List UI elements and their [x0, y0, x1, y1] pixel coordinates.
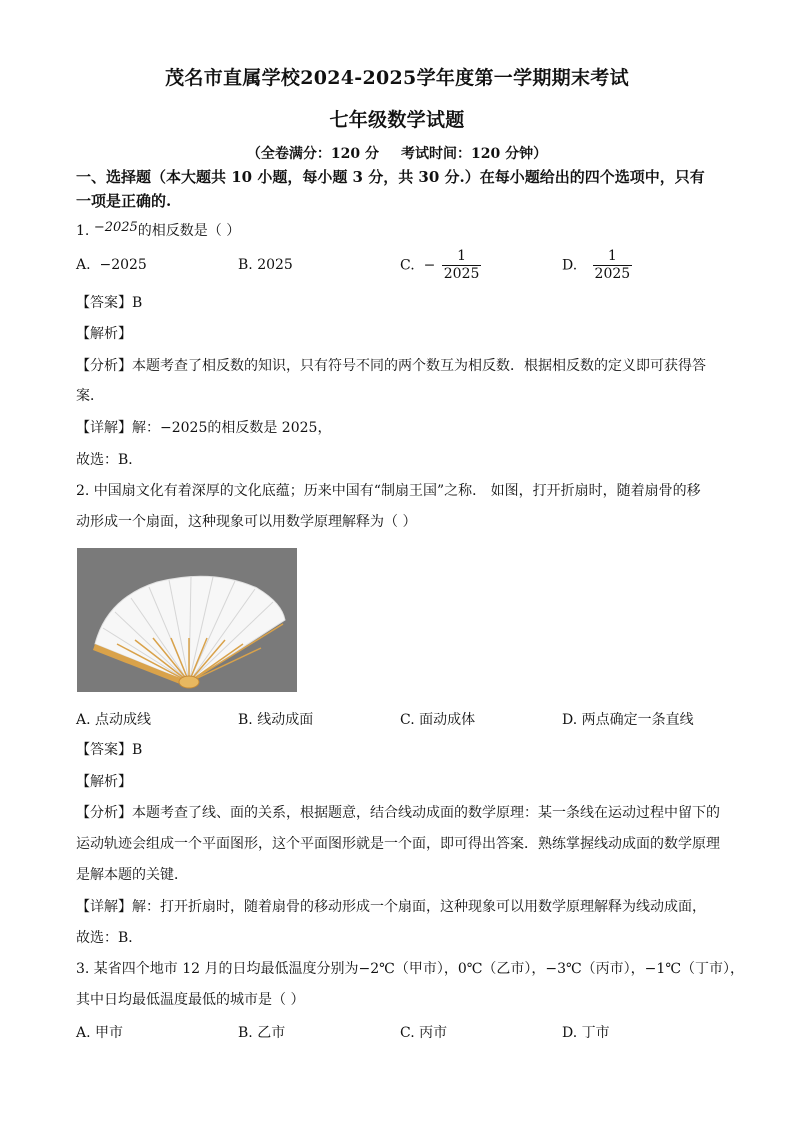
time-info: 考试时间：120 分钟）: [401, 146, 548, 162]
q2-answer: 【答案】B: [76, 742, 143, 758]
q3-option-b: B. 乙市: [238, 1025, 286, 1041]
question-3-line2: 其中日均最低温度最低的城市是（ ）: [76, 992, 305, 1008]
q1-option-a-letter: A.: [76, 257, 91, 273]
q1-analysis-line2: 案．: [76, 388, 104, 404]
q1-analysis-line1: 【分析】本题考查了相反数的知识，只有符号不同的两个数互为相反数．根据相反数的定义即可获得答: [76, 358, 706, 374]
question-3-line1: 3. 某省四个地市 12 月的日均最低温度分别为−2℃（甲市），0℃（乙市），−3℃（丙市），−1℃（丁市），: [76, 961, 744, 977]
question-1-text: 的相反数是（ ）: [137, 223, 241, 239]
q1-option-b-letter: B.: [238, 257, 253, 273]
q1-option-d-denominator: 2025: [594, 266, 631, 282]
q1-option-d-fraction: [593, 248, 633, 283]
q1-option-d-letter: D.: [562, 257, 578, 274]
q2-analysis-line2: 运动轨迹会组成一个平面图形，这个平面图形就是一个面，即可得出答案．熟练掌握线动成面的数学原理: [76, 836, 720, 852]
q1-option-c: [400, 248, 481, 283]
section-heading-line1: 一、选择题（本大题共 10 小题，每小题 3 分，共 30 分.）在每小题给出的四个选项中，只有: [76, 168, 705, 186]
question-2-line2: 动形成一个扇面，这种现象可以用数学原理解释为（ ）: [76, 514, 417, 530]
q3-option-c: C. 丙市: [400, 1025, 448, 1041]
q1-answer: 【答案】B: [76, 295, 143, 311]
folding-fan-image: [77, 548, 297, 692]
q1-option-c-sign: −: [423, 257, 436, 274]
q1-option-a-value: −2025: [99, 257, 147, 273]
q2-option-c: C. 面动成体: [400, 712, 476, 728]
q1-option-b: [238, 257, 293, 273]
q1-option-d-numerator: 1: [607, 248, 617, 264]
question-1-number: 1.: [76, 223, 90, 239]
q1-option-c-numerator: 1: [457, 248, 467, 264]
q2-detail: 【详解】解：打开折扇时，随着扇骨的移动形成一个扇面，这种现象可以用数学原理解释为线动成面，: [76, 899, 706, 915]
q3-option-a: A. 甲市: [76, 1025, 124, 1041]
question-2-line1: 2. 中国扇文化有着深厚的文化底蕴；历来中国有“制扇王国”之称． 如图，打开折扇时，随着扇骨的移: [76, 483, 701, 499]
q2-option-a: A. 点动成线: [76, 712, 152, 728]
q1-option-a: [76, 257, 147, 273]
section-heading-line2: 一项是正确的.: [76, 192, 172, 210]
q2-option-b: B. 线动成面: [238, 712, 314, 728]
q2-option-d: D. 两点确定一条直线: [562, 712, 694, 728]
exam-info: [0, 143, 794, 163]
q1-option-c-denominator: 2025: [443, 266, 480, 282]
q1-option-b-value: 2025: [257, 257, 293, 273]
q2-analysis-line3: 是解本题的关键．: [76, 867, 188, 883]
q2-analysis-line1: 【分析】本题考查了线、面的关系，根据题意，结合线动成面的数学原理：某一条线在运动过程中留下的: [76, 805, 720, 821]
q1-option-d: [562, 248, 632, 283]
q1-analysis-label: 【解析】: [76, 326, 132, 342]
q1-choose: 故选：B．: [76, 452, 143, 468]
q1-detail: 【详解】解：−2025的相反数是 2025，: [76, 420, 332, 436]
q1-option-c-letter: C.: [400, 257, 415, 274]
q2-analysis-label: 【解析】: [76, 774, 132, 790]
q3-option-d: D. 丁市: [562, 1025, 610, 1041]
question-1-stem: [76, 221, 726, 242]
exam-subtitle: 七年级数学试题: [329, 109, 465, 131]
fan-illustration: [77, 548, 297, 692]
q1-option-c-fraction: [442, 248, 482, 283]
question-1-expr: −2025: [93, 220, 138, 235]
score-info: （全卷满分：120 分: [246, 146, 379, 162]
exam-title: 茂名市直属学校2024-2025学年度第一学期期末考试: [165, 67, 629, 89]
q2-choose: 故选：B．: [76, 930, 143, 946]
